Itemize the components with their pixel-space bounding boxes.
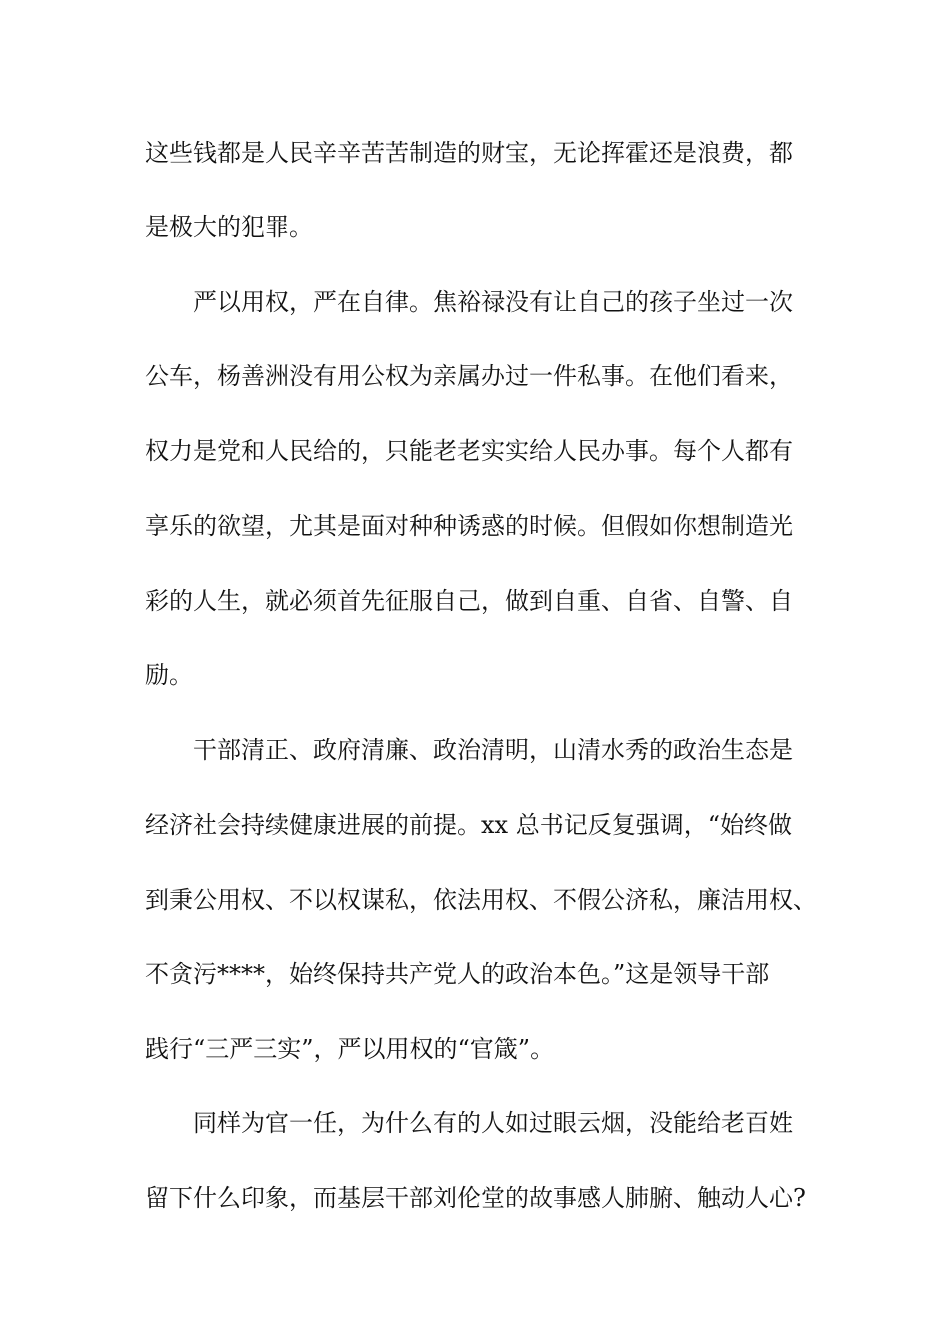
paragraph-first-line: 干部清正、政府清廉、政治清明，山清水秀的政治生态是 xyxy=(193,736,793,764)
paragraph-first-line: 同样为官一任，为什么有的人如过眼云烟，没能给老百姓 xyxy=(193,1109,793,1137)
text-line: 权力是党和人民给的，只能老老实实给人民办事。每个人都有 xyxy=(145,437,793,465)
text-line: 彩的人生，就必须首先征服自己，做到自重、自省、自警、自 xyxy=(145,587,793,615)
text-line: 是极大的犯罪。 xyxy=(145,213,313,241)
text-line: 到秉公用权、不以权谋私，依法用权、不假公济私，廉洁用权、 xyxy=(145,886,817,914)
text-line: 这些钱都是人民辛辛苦苦制造的财宝，无论挥霍还是浪费，都 xyxy=(145,139,793,167)
text-line: 践行“三严三实”，严以用权的“官箴”。 xyxy=(145,1035,555,1063)
text-line: 励。 xyxy=(145,661,193,689)
text-line: 经济社会持续健康进展的前提。xx 总书记反复强调，“始终做 xyxy=(145,811,792,839)
text-line: 不贪污****，始终保持共产党人的政治本色。”这是领导干部 xyxy=(145,960,770,988)
paragraph-first-line: 严以用权，严在自律。焦裕禄没有让自己的孩子坐过一次 xyxy=(193,288,793,316)
text-line: 留下什么印象，而基层干部刘伦堂的故事感人肺腑、触动人心? xyxy=(145,1184,806,1212)
text-line: 享乐的欲望，尤其是面对种种诱惑的时候。但假如你想制造光 xyxy=(145,512,793,540)
text-line: 公车，杨善洲没有用公权为亲属办过一件私事。在他们看来， xyxy=(145,362,793,390)
